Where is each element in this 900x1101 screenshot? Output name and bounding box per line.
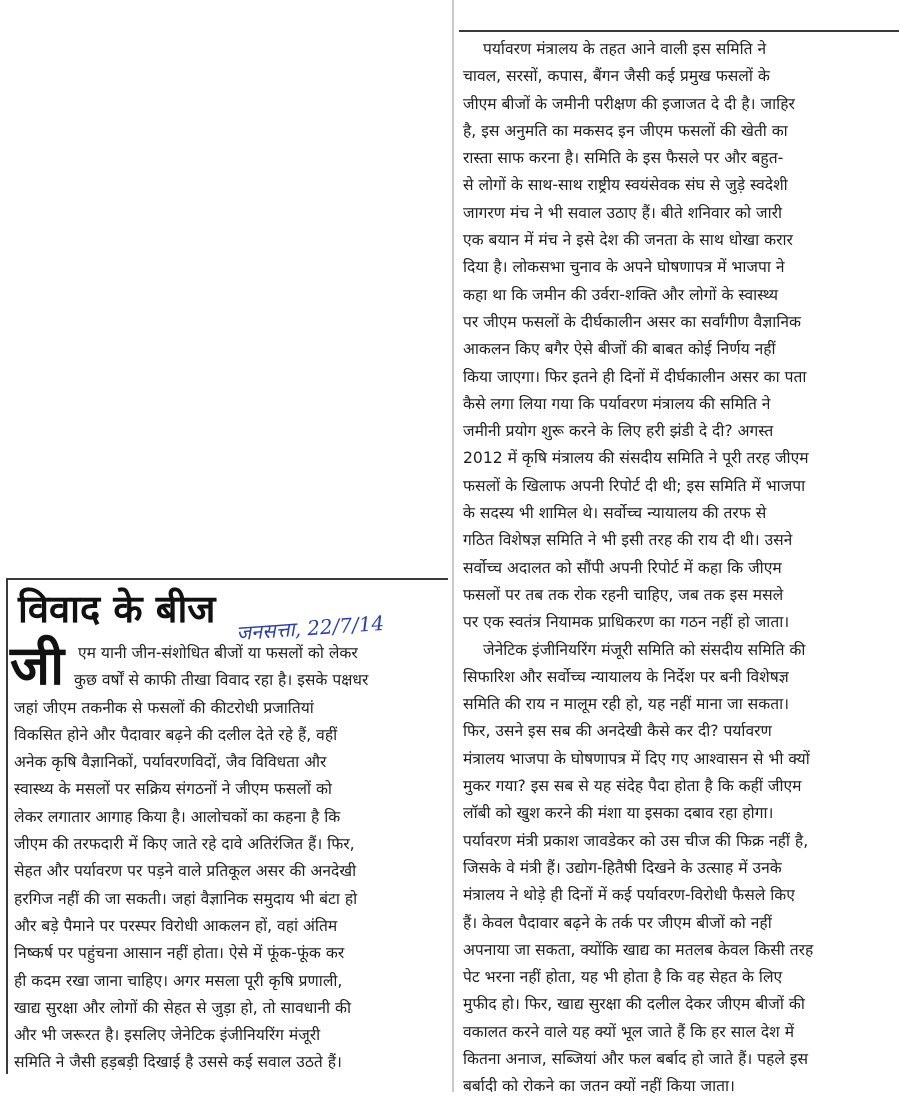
text-line: पर्यावरण मंत्रालय के तहत आने वाली इस समिति ने xyxy=(483,40,767,58)
text-line: जेनेटिक इंजीनियरिंग मंजूरी समिति को संसदीय समिति की xyxy=(483,640,806,659)
text-line: पर जीएम फसलों के दीर्घकालीन असर का सर्वांगीण वैज्ञानिक xyxy=(463,312,801,331)
text-line: जीएम की तरफदारी में किए जाते रहे दावे अतिरंजित हैं। फिर, xyxy=(14,835,355,854)
text-line: समिति की राय न मालूम रही हो, यह नहीं माना जा सकता। xyxy=(463,695,790,714)
text-line: अपनाया जा सकता, क्योंकि खाद्य का मतलब केवल किसी तरह xyxy=(463,940,814,959)
text-line: सेहत और पर्यावरण पर पड़ने वाले प्रतिकूल असर की अनदेखी xyxy=(14,862,357,881)
text-line: समिति ने जैसी हड़बड़ी दिखाई है उससे कई सवाल उठते हैं। xyxy=(14,1053,342,1072)
text-line: लेकर लगातार आगाह किया है। आलोचकों का कहना है कि xyxy=(14,807,341,826)
top-rule xyxy=(459,30,899,32)
text-line: रास्ता साफ करना है। समिति के इस फैसले पर और बहुत- xyxy=(463,149,784,168)
text-line: मुकर गया? इस सब से यह संदेह पैदा होता है कि कहीं जीएम xyxy=(463,777,802,796)
text-line: और बड़े पैमाने पर परस्पर विरोधी आकलन हों, वहां अंतिम xyxy=(14,916,338,935)
text-line: एम यानी जीन-संशोधित बीजों या फसलों को लेकर xyxy=(78,644,358,662)
text-line: आकलन किए बगैर ऐसे बीजों की बाबत कोई निर्णय नहीं xyxy=(463,340,776,359)
text-line: खाद्य सुरक्षा और लोगों की सेहत से जुड़ा हो, तो सावधानी की xyxy=(14,998,352,1017)
headline: विवाद के बीज xyxy=(18,587,216,631)
drop-cap: जी xyxy=(10,634,65,697)
text-line: कहा था कि जमीन की उर्वरा-शक्ति और लोगों के स्वास्थ्य xyxy=(463,285,779,304)
editorial-left-column xyxy=(14,640,442,1077)
text-line: और भी जरूरत है। इसलिए जेनेटिक इंजीनियरिंग मंजूरी xyxy=(14,1026,321,1045)
text-line: चावल, सरसों, कपास, बैंगन जैसी कई प्रमुख फसलों के xyxy=(463,67,770,86)
text-line: दिया है। लोकसभा चुनाव के अपने घोषणापत्र में भाजपा ने xyxy=(463,258,785,277)
text-line: हरगिज नहीं की जा सकती। जहां वैज्ञानिक समुदाय भी बंटा हो xyxy=(14,889,358,908)
text-line: पर्यावरण मंत्री प्रकाश जावडेकर को उस चीज की फिक्र नहीं है, xyxy=(463,831,809,850)
text-line: अनेक कृषि वैज्ञानिकों, पर्यावरणविदों, जैव विविधता और xyxy=(14,753,327,772)
text-line: लॉबी को खुश करने की मंशा या इसका दबाव रहा होगा। xyxy=(463,804,774,823)
text-line: पर एक स्वतंत्र नियामक प्राधिकरण का गठन नहीं हो जाता। xyxy=(463,613,790,632)
text-line: 2012 में कृषि मंत्रालय की संसदीय समिति ने पूरी तरह जीएम xyxy=(463,449,809,468)
text-line: जागरण मंच ने भी सवाल उठाए हैं। बीते शनिवार को जारी xyxy=(463,203,783,222)
text-line: निष्कर्ष पर पहुंचना आसान नहीं होता। ऐसे में फूंक-फूंक कर xyxy=(14,944,345,963)
text-line: ही कदम रखा जाना चाहिए। अगर मसला पूरी कृषि प्रणाली, xyxy=(14,971,343,990)
text-line: किया जाएगा। फिर इतने ही दिनों में दीर्घकालीन असर का पता xyxy=(463,367,807,386)
text-line: सर्वोच्च अदालत को सौंपी अपनी रिपोर्ट में कहा कि जीएम xyxy=(463,558,782,577)
text-line: मुफीद हो। फिर, खाद्य सुरक्षा की दलील देकर जीएम बीजों की xyxy=(463,995,805,1014)
text-line: स्वास्थ्य के मसलों पर सक्रिय संगठनों ने जीएम फसलों को xyxy=(14,780,332,799)
text-line: है, इस अनुमति का मकसद इन जीएम फसलों की खेती का xyxy=(463,121,788,140)
text-line: जमीनी प्रयोग शुरू करने के लिए हरी झंडी दे दी? अगस्त xyxy=(463,422,774,441)
text-line: जिसके वे मंत्री हैं। उद्योग-हितैषी दिखने के उत्साह में उनके xyxy=(463,858,782,877)
handwritten-date-note: जनसत्ता, 22/7/14 xyxy=(235,610,385,646)
text-line: जीएम बीजों के जमीनी परीक्षण की इजाजत दे दी है। जाहिर xyxy=(463,94,795,113)
text-line: कितना अनाज, सब्जियां और फल बर्बाद हो जाते हैं। पहले इस xyxy=(463,1049,809,1068)
text-line: पेट भरना नहीं होता, यह भी होता है कि वह सेहत के लिए xyxy=(463,968,783,987)
text-line: जहां जीएम तकनीक से फसलों की कीटरोधी प्रजातियां xyxy=(14,698,314,717)
text-line: एक बयान में मंच ने इसे देश की जनता के साथ धोखा करार xyxy=(463,231,793,250)
text-line: कैसे लगा लिया गया कि पर्यावरण मंत्रालय की समिति ने xyxy=(463,394,771,413)
text-line: मंत्रालय ने थोड़े ही दिनों में कई पर्यावरण-विरोधी फैसले किए xyxy=(463,886,795,905)
text-line: कुछ वर्षों से काफी तीखा विवाद रहा है। इसके पक्षधर xyxy=(74,671,369,690)
text-line: से लोगों के साथ-साथ राष्ट्रीय स्वयंसेवक संघ से जुड़े स्वदेशी xyxy=(463,176,788,195)
text-line: फिर, उसने इस सब की अनदेखी कैसे कर दी? पर्यावरण xyxy=(463,722,772,741)
text-line: के सदस्य भी शामिल थे। सर्वोच्च न्यायालय की तरफ से xyxy=(463,504,767,523)
editorial-right-column xyxy=(463,36,894,1101)
text-line: बर्बादी को रोकने का जतन क्यों नहीं किया जाता। xyxy=(463,1077,735,1096)
text-line: हैं। केवल पैदावार बढ़ने के तर्क पर जीएम बीजों को नहीं xyxy=(463,913,772,932)
text-line: सिफारिश और सर्वोच्च न्यायालय के निर्देश पर बनी विशेषज्ञ xyxy=(463,667,789,686)
text-line: गठित विशेषज्ञ समिति ने भी इसी तरह की राय दी थी। उसने xyxy=(463,531,793,550)
text-line: फसलों पर तब तक रोक रहनी चाहिए, जब तक इस मसले xyxy=(463,585,784,604)
column-divider xyxy=(452,0,454,1092)
text-line: मंत्रालय भाजपा के घोषणापत्र में दिए गए आश्वासन से भी क्यों xyxy=(463,749,810,768)
text-line: विकसित होने और पैदावार बढ़ने की दलील देते रहे हैं, वहीं xyxy=(14,725,338,744)
text-line: फसलों के खिलाफ अपनी रिपोर्ट दी थी; इस समिति में भाजपा xyxy=(463,476,806,495)
text-line: वकालत करने वाले यह क्यों भूल जाते हैं कि हर साल देश में xyxy=(463,1022,795,1041)
